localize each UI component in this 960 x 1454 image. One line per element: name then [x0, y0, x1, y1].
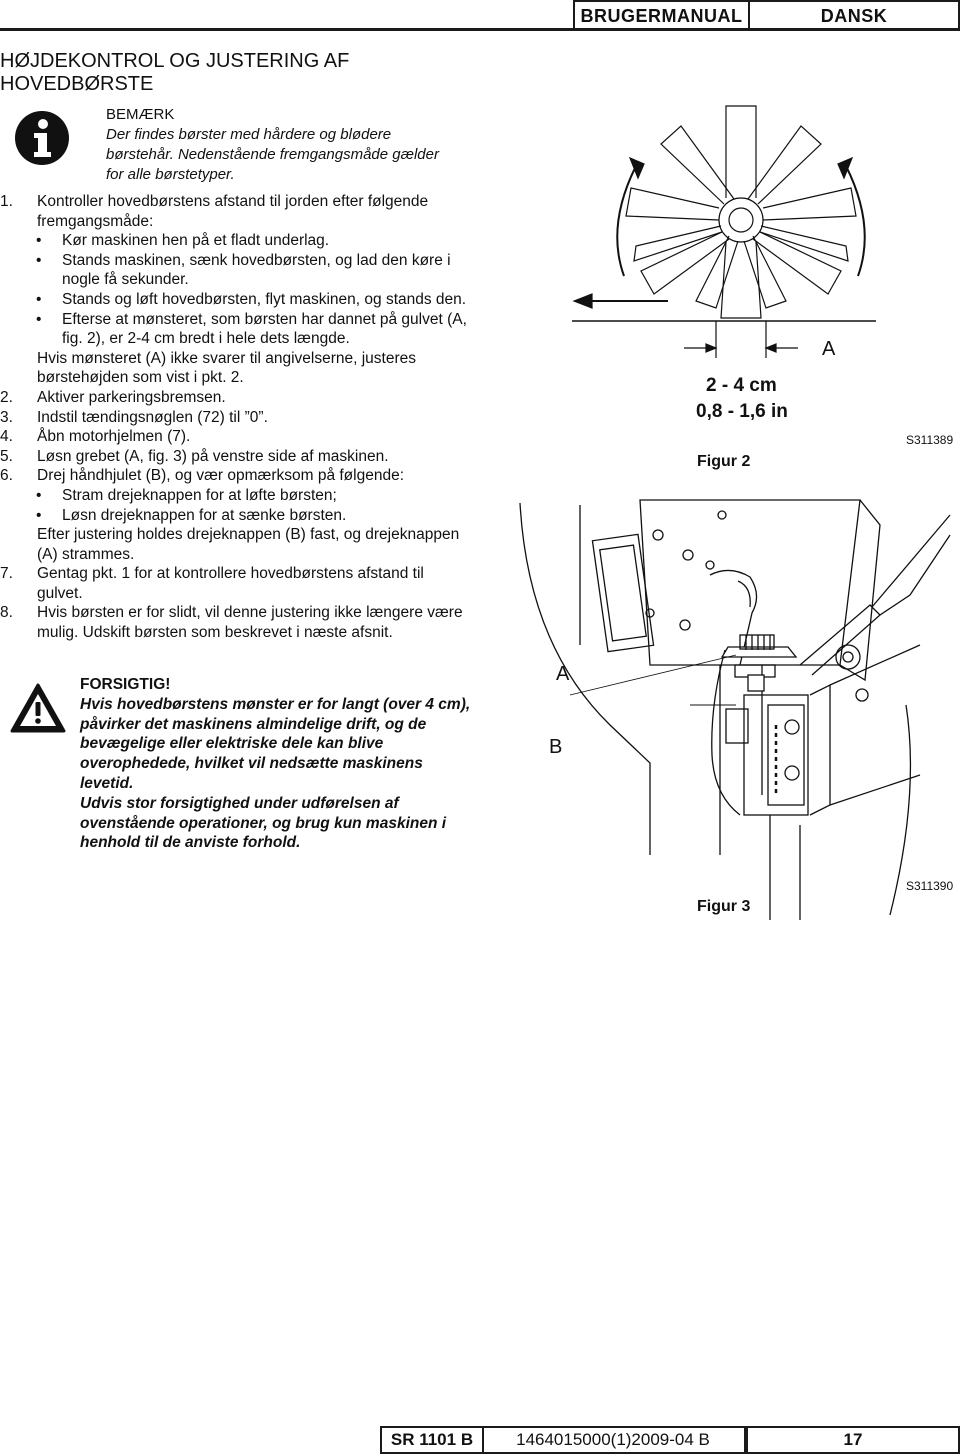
figure-3-label-b: B: [549, 736, 563, 758]
step-number: 3.: [0, 408, 13, 426]
header-language: DANSK: [748, 0, 960, 30]
step-text: Gentag pkt. 1 for at kontrollere hovedbørstens afstand til gulvet.: [37, 565, 424, 602]
step-1-after: [0, 349, 470, 388]
section-title: [0, 50, 420, 96]
step-after-text: Efter justering holdes drejeknappen (B) fast, og drejeknappen (A) strammes.: [37, 526, 460, 563]
step-text: Hvis børsten er for slidt, vil denne justering ikke længere være mulig. Udskift børsten som beskrevet i næste afsnit.: [37, 604, 463, 642]
figure-2-dimension-cm: 2 - 4 cm: [706, 375, 777, 396]
step-text: Åbn motorhjelmen (7).: [37, 428, 191, 446]
step-text: Drej håndhjulet (B), og vær opmærksom på følgende:: [37, 467, 404, 485]
footer-document-number: 1464015000(1)2009-04 B: [482, 1428, 746, 1454]
step-number: 5.: [0, 447, 13, 465]
figure-2-dimension-in: 0,8 - 1,6 in: [696, 401, 788, 422]
caution-heading: FORSIGTIG!: [80, 676, 171, 693]
note-block: [106, 105, 446, 185]
step-2: [0, 388, 470, 408]
step-8: [0, 603, 470, 642]
step-1: [0, 192, 470, 231]
bullet-text: Efterse at mønsteret, som børsten har dannet på gulvet (A, fig. 2), er 2-4 cm bredt i hele dets længde.: [62, 310, 467, 348]
footer-page-number: 17: [746, 1428, 960, 1454]
step-1-bullet-3: • Stands og løft hovedbørsten, flyt maskinen, og stands den.: [36, 290, 467, 308]
footer-model: SR 1101 B: [380, 1428, 484, 1454]
step-text: Kontroller hovedbørstens afstand til jorden efter følgende fremgangsmåde:: [37, 193, 429, 230]
step-6-after: [0, 525, 470, 564]
brush-illustration: [572, 106, 876, 358]
step-after-text: Hvis mønsteret (A) ikke svarer til angivelserne, justeres børstehøjden som vist i pkt. 2.: [37, 349, 417, 387]
step-text: Indstil tændingsnøglen (72) til ”0”.: [37, 408, 268, 426]
step-6-bullet-2: • Løsn drejeknappen for at sænke børsten.: [36, 506, 347, 524]
bullet-text: Stands og løft hovedbørsten, flyt maskinen, og stands den.: [62, 290, 467, 308]
step-number: 6.: [0, 467, 13, 485]
bullet-text: Stands maskinen, sænk hovedbørsten, og lad den køre i nogle få sekunder.: [62, 251, 451, 289]
header-rule: [0, 28, 960, 31]
step-4: [0, 427, 470, 447]
step-1-bullet-4: • Efterse at mønsteret, som børsten har dannet på gulvet (A, fig. 2), er 2-4 cm bredt i hele dets længde.: [36, 310, 467, 348]
caution-text-2: Udvis stor forsigtighed under udførelsen af ovenstående operationer, og brug kun maskinen i henhold til de anviste forhold.: [80, 794, 447, 852]
figure-3-machine-diagram: [500, 495, 960, 920]
figure-2-caption: Figur 2: [697, 453, 751, 470]
procedure-steps: [0, 192, 470, 643]
step-text: Aktiver parkeringsbremsen.: [37, 388, 226, 406]
step-text: Løsn grebet (A, fig. 3) på venstre side af maskinen.: [37, 447, 389, 465]
figure-3-code: S311390: [906, 879, 954, 893]
note-heading: BEMÆRK: [106, 106, 175, 123]
section-title-line1: HØJDEKONTROL OG JUSTERING AF: [0, 50, 350, 72]
step-3: [0, 408, 470, 428]
step-6-bullet-1: • Stram drejeknappen for at løfte børsten;: [36, 486, 337, 504]
machine-illustration: [520, 500, 950, 920]
figure-2-label-a: A: [822, 338, 836, 360]
note-text: Der findes børster med hårdere og blødere børstehår. Nedenstående fremgangsmåde gælder for alle børstetyper.: [106, 126, 439, 183]
bullet-text: Kør maskinen hen på et fladt underlag.: [62, 232, 330, 250]
bullet-text: Stram drejeknappen for at løfte børsten;: [62, 486, 337, 504]
step-7: [0, 564, 470, 603]
step-1-bullet-1: • Kør maskinen hen på et fladt underlag.: [36, 232, 330, 250]
step-5: [0, 447, 470, 467]
step-number: 7.: [0, 565, 13, 583]
figure-3-label-a: A: [556, 663, 570, 685]
caution-text-1: Hvis hovedbørstens mønster er for langt (over 4 cm), påvirker det maskinens almindelige drift, og de bevægelige eller elektriske dele kan blive overophedede, hvilket vil nedsætte maskinens levetid.: [80, 695, 471, 792]
info-icon: [14, 110, 70, 166]
section-title-line2: HOVEDBØRSTE: [0, 73, 154, 95]
step-6: [0, 466, 470, 486]
step-number: 2.: [0, 388, 13, 406]
step-number: 8.: [0, 604, 13, 622]
figure-3-caption: Figur 3: [697, 898, 751, 915]
bullet-text: Løsn drejeknappen for at sænke børsten.: [62, 506, 347, 524]
step-1-bullet-2: • Stands maskinen, sænk hovedbørsten, og lad den køre i nogle få sekunder.: [36, 251, 451, 289]
caution-block: [80, 675, 472, 853]
step-number: 4.: [0, 428, 13, 446]
warning-icon: [10, 683, 66, 733]
figure-2-brush-diagram: [566, 96, 960, 488]
header-manual: BRUGERMANUAL: [573, 0, 748, 30]
figure-2-code: S311389: [906, 433, 954, 447]
step-number: 1.: [0, 193, 13, 210]
